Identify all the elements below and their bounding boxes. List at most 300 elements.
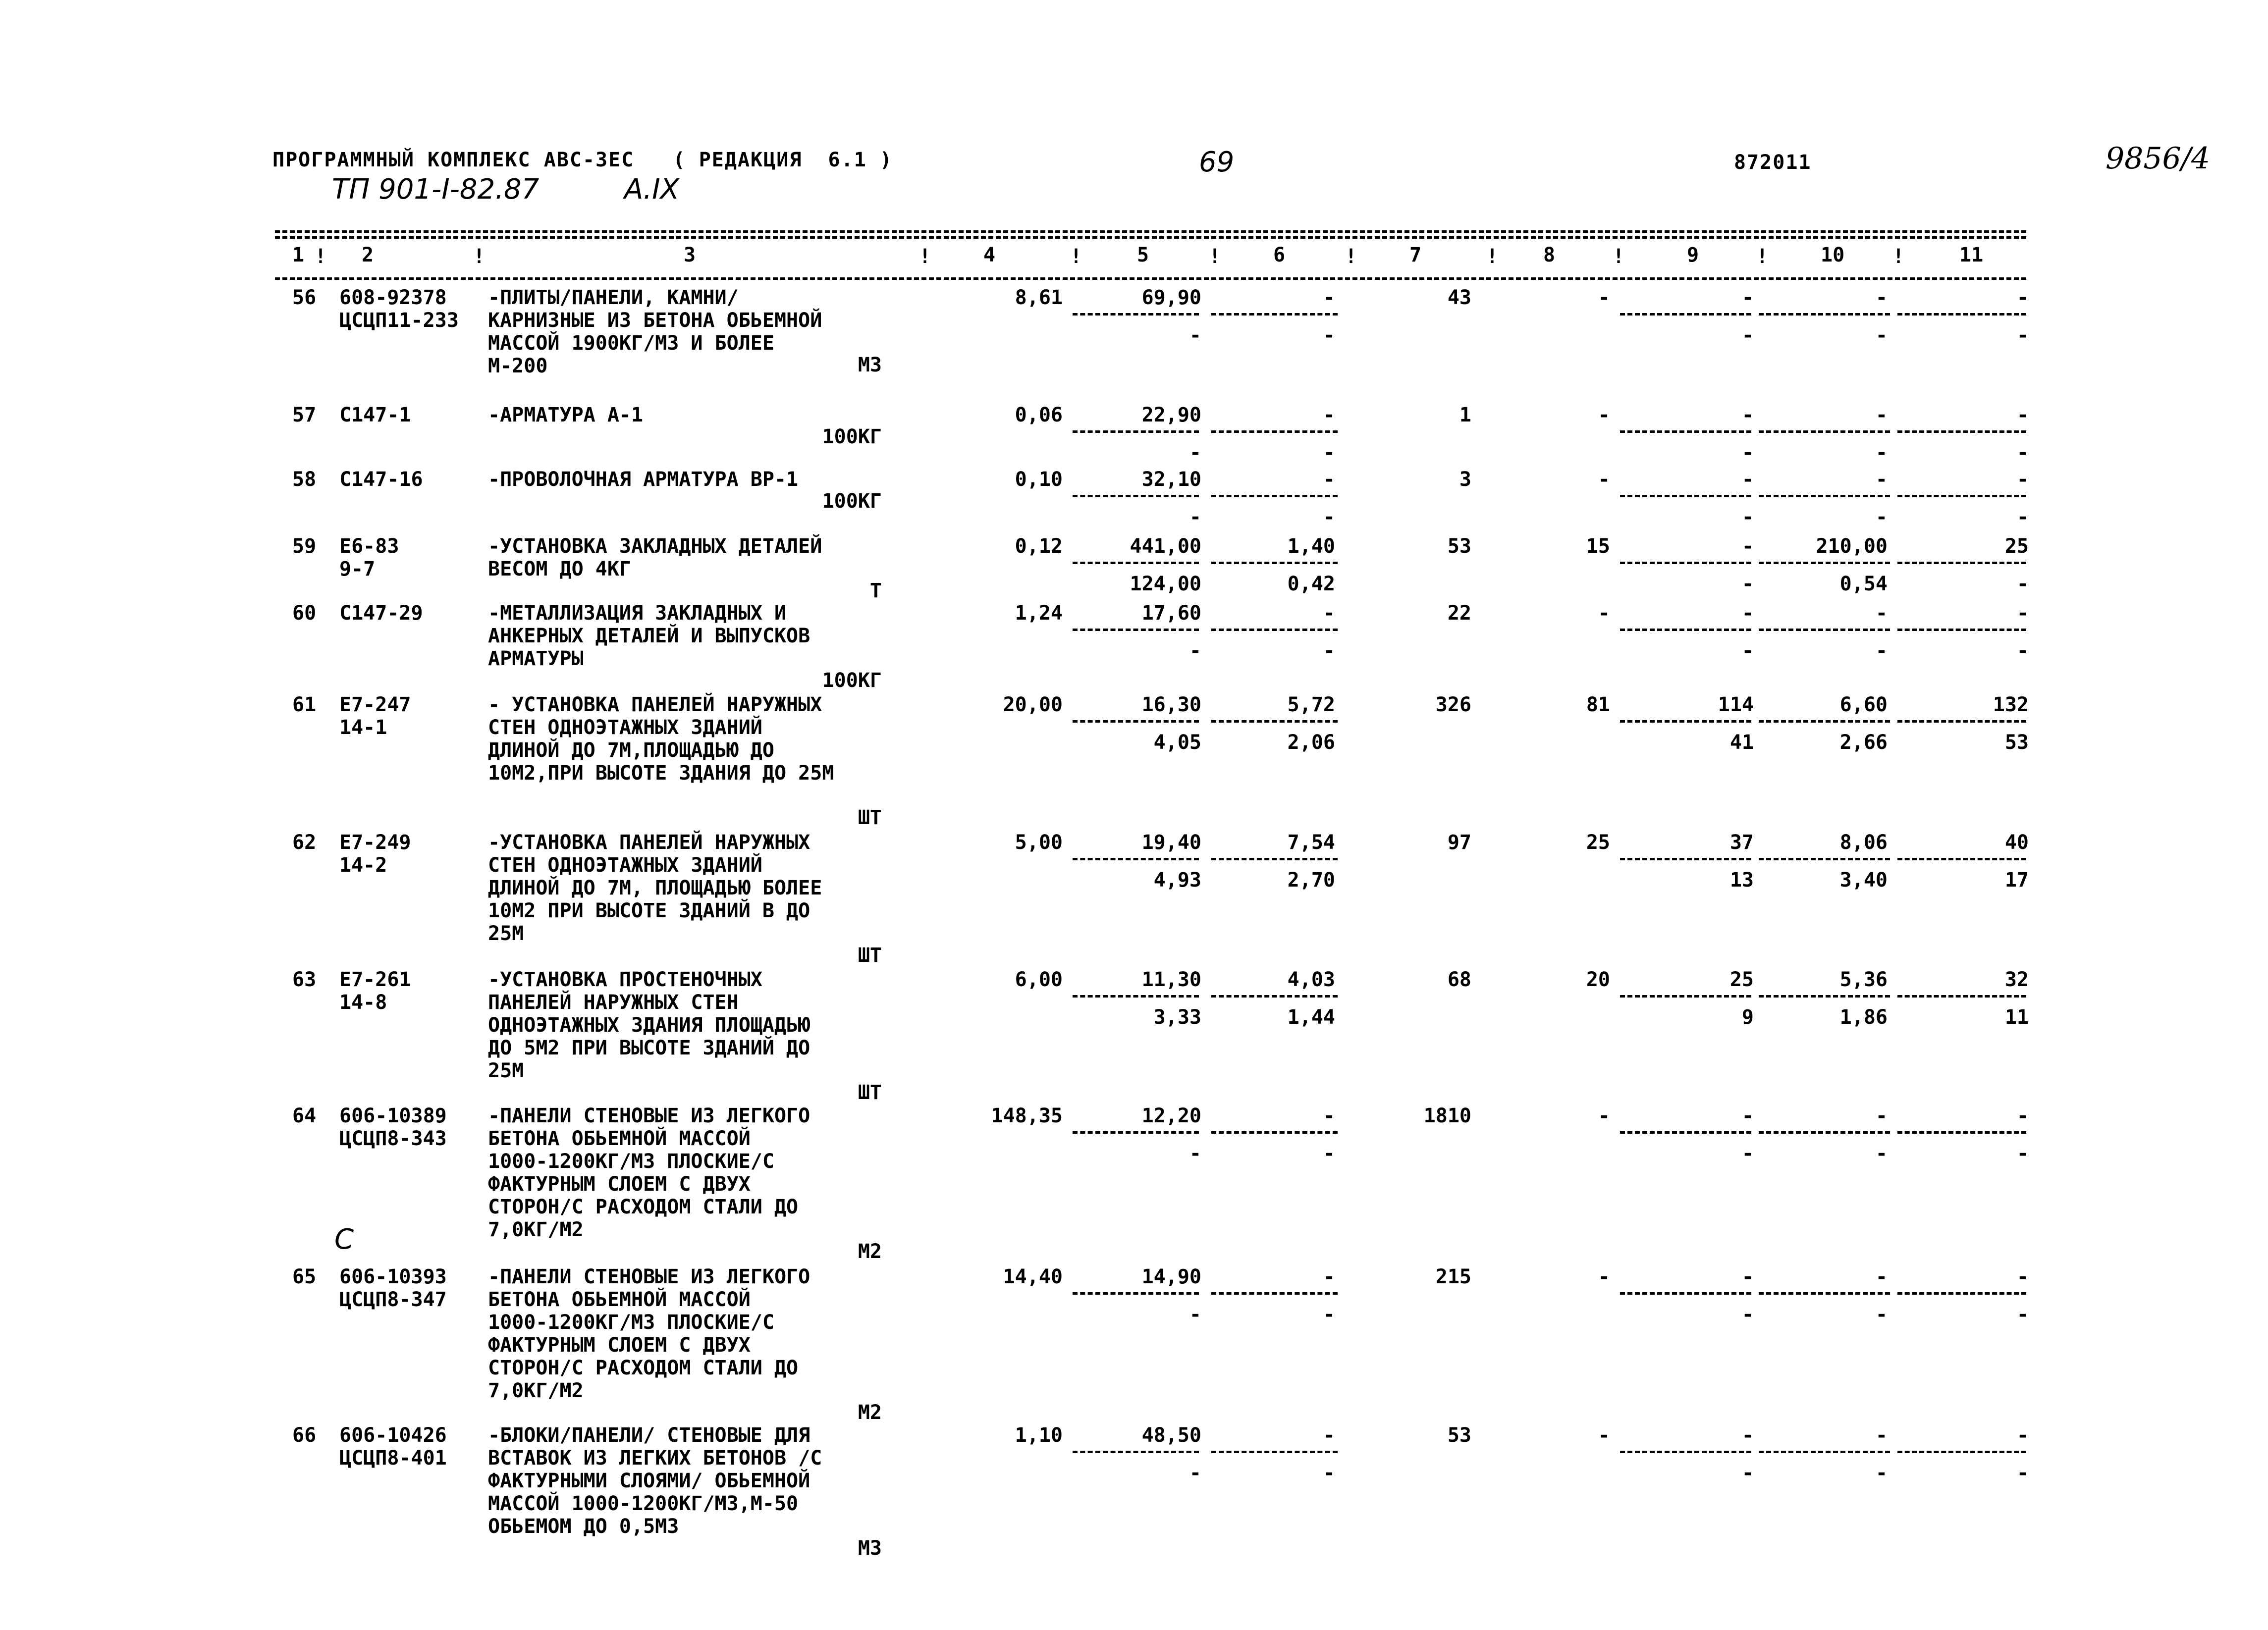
total-cost: 68 [1447, 968, 1471, 991]
row-number: 63 [292, 968, 317, 991]
labor-machine-unit: - [1875, 639, 1888, 662]
machine-wage-total: - [1741, 441, 1754, 464]
value-underline [1759, 995, 1890, 998]
labor-machine-total: - [2016, 1303, 2029, 1326]
labor-machine-total: - [2016, 1462, 2029, 1484]
value-underline [1759, 1451, 1890, 1453]
wage-cost: 25 [1586, 831, 1610, 854]
norm-code: ЦСЦП8-347 [339, 1288, 447, 1311]
work-description: 10М2 ПРИ ВЫСОТЕ ЗДАНИЙ В ДО [488, 899, 810, 922]
unit-wage: - [1189, 1303, 1201, 1326]
machine-wage-total: 13 [1729, 869, 1754, 892]
machine-cost: - [1323, 286, 1335, 309]
quantity: 0,06 [1015, 404, 1063, 426]
labor-total: 32 [2004, 968, 2029, 991]
value-underline [1211, 562, 1338, 564]
quantity: 1,10 [1015, 1424, 1063, 1447]
machine-wage: - [1323, 1462, 1335, 1484]
machine-wage-total: - [1741, 639, 1754, 662]
total-cost: 53 [1447, 535, 1471, 558]
machine-cost: - [1323, 1265, 1335, 1288]
unit-cost: 16,30 [1141, 693, 1201, 716]
quantity: 0,10 [1015, 468, 1063, 491]
labor-per-unit: 6,60 [1839, 693, 1888, 716]
labor-machine-unit: 0,54 [1839, 573, 1888, 595]
work-description: ДЛИНОЙ ДО 7М, ПЛОЩАДЬЮ БОЛЕЕ [488, 877, 822, 899]
labor-machine-total: - [2016, 1142, 2029, 1165]
work-description: -АРМАТУРА А-1 [488, 404, 644, 426]
quantity: 0,12 [1015, 535, 1063, 558]
unit-wage: - [1189, 506, 1201, 528]
unit-cost: 48,50 [1141, 1424, 1201, 1447]
labor-per-unit: - [1875, 468, 1888, 491]
labor-machine-unit: 3,40 [1839, 869, 1888, 892]
unit-cost: 11,30 [1141, 968, 1201, 991]
work-description: АНКЕРНЫХ ДЕТАЛЕЙ И ВЫПУСКОВ [488, 625, 810, 647]
column-number-9: 9 [1687, 244, 1699, 266]
unit-cost: 14,90 [1141, 1265, 1201, 1288]
machine-wage-total: 9 [1741, 1006, 1754, 1029]
labor-total: - [2016, 1104, 2029, 1127]
norm-code: 608-92378 [339, 286, 447, 309]
column-number-5: 5 [1137, 244, 1149, 266]
work-description: КАРНИЗНЫЕ ИЗ БЕТОНА ОБЬЕМНОЙ [488, 309, 822, 332]
value-underline [1211, 495, 1338, 497]
labor-machine-unit: - [1875, 1462, 1888, 1484]
table-top-rule-2 [275, 236, 2026, 239]
total-cost: 97 [1447, 831, 1471, 854]
unit-of-measure: Т [869, 579, 882, 602]
unit-of-measure: М3 [858, 1537, 882, 1560]
unit-wage: 4,93 [1153, 869, 1201, 892]
unit-cost: 22,90 [1141, 404, 1201, 426]
machine-total: - [1741, 286, 1754, 309]
value-underline [1897, 562, 2026, 564]
unit-wage: - [1189, 1462, 1201, 1484]
total-cost: 1810 [1423, 1104, 1471, 1127]
labor-total: - [2016, 404, 2029, 426]
value-underline [1620, 629, 1751, 631]
row-number: 56 [292, 286, 317, 309]
unit-of-measure: М2 [858, 1240, 882, 1263]
work-description: 25М [488, 1059, 524, 1082]
work-description: -ПАНЕЛИ СТЕНОВЫЕ ИЗ ЛЕГКОГО [488, 1265, 810, 1288]
row-number: 61 [292, 693, 317, 716]
value-underline [1211, 720, 1338, 723]
total-cost: 53 [1447, 1424, 1471, 1447]
work-description: ФАКТУРНЫМИ СЛОЯМИ/ ОБЬЕМНОЙ [488, 1470, 810, 1492]
machine-wage-total: - [1741, 1142, 1754, 1165]
value-underline [1897, 313, 2026, 315]
value-underline [1211, 629, 1338, 631]
labor-machine-unit: - [1875, 441, 1888, 464]
labor-machine-unit: - [1875, 1303, 1888, 1326]
labor-per-unit: 5,36 [1839, 968, 1888, 991]
work-description: 1000-1200КГ/М3 ПЛОСКИЕ/С [488, 1311, 774, 1334]
value-underline [1897, 720, 2026, 723]
labor-machine-unit: - [1875, 324, 1888, 347]
value-underline [1073, 495, 1199, 497]
work-description: АРМАТУРЫ [488, 647, 584, 670]
project-number: ТП 901-I-82.87 [332, 173, 540, 206]
value-underline [1073, 1292, 1199, 1295]
labor-machine-unit: - [1875, 506, 1888, 528]
norm-code: С147-1 [339, 404, 411, 426]
value-underline [1759, 495, 1890, 497]
machine-total: 25 [1729, 968, 1754, 991]
value-underline [1211, 1292, 1338, 1295]
labor-machine-total: - [2016, 506, 2029, 528]
value-underline [1620, 1451, 1751, 1453]
norm-code: 14-2 [339, 854, 387, 877]
row-number: 57 [292, 404, 317, 426]
column-separator: ! [1345, 245, 1357, 268]
row-number: 65 [292, 1265, 317, 1288]
column-separator: ! [315, 245, 327, 268]
value-underline [1897, 1292, 2026, 1295]
work-description: М-200 [488, 355, 548, 377]
machine-cost: 1,40 [1287, 535, 1335, 558]
value-underline [1759, 720, 1890, 723]
work-description: ВЕСОМ ДО 4КГ [488, 558, 631, 580]
column-separator: ! [1756, 245, 1769, 268]
value-underline [1620, 562, 1751, 564]
value-underline [1759, 858, 1890, 860]
machine-cost: - [1323, 1104, 1335, 1127]
value-underline [1759, 562, 1890, 564]
column-number-3: 3 [684, 244, 696, 266]
labor-machine-total: 17 [2004, 869, 2029, 892]
wage-cost: - [1598, 1104, 1610, 1127]
labor-machine-unit: - [1875, 1142, 1888, 1165]
value-underline [1073, 629, 1199, 631]
machine-total: - [1741, 602, 1754, 625]
work-description: -УСТАНОВКА ПРОСТЕНОЧНЫХ [488, 968, 762, 991]
norm-code: 14-8 [339, 991, 387, 1014]
column-number-4: 4 [983, 244, 996, 266]
value-underline [1620, 995, 1751, 998]
machine-total: - [1741, 1265, 1754, 1288]
value-underline [1073, 562, 1199, 564]
machine-cost: 7,54 [1287, 831, 1335, 854]
labor-machine-unit: 1,86 [1839, 1006, 1888, 1029]
work-description: МАССОЙ 1900КГ/М3 И БОЛЕЕ [488, 332, 774, 355]
norm-code: С147-16 [339, 468, 423, 491]
value-underline [1897, 995, 2026, 998]
norm-code: 9-7 [339, 558, 376, 580]
value-underline [1620, 313, 1751, 315]
value-underline [1620, 1131, 1751, 1134]
work-description: -УСТАНОВКА ПАНЕЛЕЙ НАРУЖНЫХ [488, 831, 810, 854]
wage-cost: - [1598, 468, 1610, 491]
work-description: ДО 5М2 ПРИ ВЫСОТЕ ЗДАНИЙ ДО [488, 1037, 810, 1059]
column-number-8: 8 [1543, 244, 1556, 266]
work-description: 7,0КГ/М2 [488, 1379, 584, 1402]
album-number: А.IX [624, 173, 679, 206]
work-description: 1000-1200КГ/М3 ПЛОСКИЕ/С [488, 1150, 774, 1173]
machine-wage: 0,42 [1287, 573, 1335, 595]
wage-cost: - [1598, 1424, 1610, 1447]
machine-wage: - [1323, 1142, 1335, 1165]
value-underline [1073, 313, 1199, 315]
work-description: СТЕН ОДНОЭТАЖНЫХ ЗДАНИЙ [488, 716, 762, 739]
work-description: ПАНЕЛЕЙ НАРУЖНЫХ СТЕН [488, 991, 739, 1014]
row-number: 58 [292, 468, 317, 491]
machine-total: 37 [1729, 831, 1754, 854]
machine-wage: - [1323, 506, 1335, 528]
labor-total: - [2016, 1424, 2029, 1447]
work-description: БЕТОНА ОБЬЕМНОЙ МАССОЙ [488, 1288, 751, 1311]
row-number: 60 [292, 602, 317, 625]
unit-cost: 19,40 [1141, 831, 1201, 854]
machine-total: - [1741, 404, 1754, 426]
wage-cost: - [1598, 602, 1610, 625]
norm-code: 14-1 [339, 716, 387, 739]
value-underline [1897, 1451, 2026, 1453]
value-underline [1620, 430, 1751, 433]
machine-total: 114 [1718, 693, 1754, 716]
value-underline [1211, 313, 1338, 315]
value-underline [1620, 720, 1751, 723]
norm-code: ЦСЦП8-343 [339, 1127, 447, 1150]
total-cost: 43 [1447, 286, 1471, 309]
unit-wage: - [1189, 324, 1201, 347]
labor-total: - [2016, 286, 2029, 309]
norm-code: Е7-247 [339, 693, 411, 716]
total-cost: 326 [1435, 693, 1471, 716]
quantity: 5,00 [1015, 831, 1063, 854]
labor-per-unit: 8,06 [1839, 831, 1888, 854]
total-cost: 22 [1447, 602, 1471, 625]
machine-cost: - [1323, 468, 1335, 491]
work-description: -ПЛИТЫ/ПАНЕЛИ, КАМНИ/ [488, 286, 739, 309]
value-underline [1759, 629, 1890, 631]
unit-of-measure: 100КГ [822, 490, 882, 513]
value-underline [1211, 430, 1338, 433]
quantity: 6,00 [1015, 968, 1063, 991]
work-description: СТОРОН/С РАСХОДОМ СТАЛИ ДО [488, 1357, 799, 1379]
program-header: ПРОГРАММНЫЙ КОМПЛЕКС АВС-3ЕС ( РЕДАКЦИЯ 6.1 ) [272, 149, 893, 171]
machine-cost: - [1323, 602, 1335, 625]
total-cost: 3 [1459, 468, 1471, 491]
labor-total: - [2016, 602, 2029, 625]
value-underline [1211, 995, 1338, 998]
machine-wage: 1,44 [1287, 1006, 1335, 1029]
labor-machine-total: 53 [2004, 731, 2029, 754]
column-number-6: 6 [1273, 244, 1286, 266]
page-number: 69 [1199, 146, 1235, 178]
document-code: 872011 [1734, 151, 1812, 174]
work-description: -МЕТАЛЛИЗАЦИЯ ЗАКЛАДНЫХ И [488, 602, 787, 625]
unit-wage: 3,33 [1153, 1006, 1201, 1029]
value-underline [1073, 995, 1199, 998]
wage-cost: - [1598, 404, 1610, 426]
unit-of-measure: М2 [858, 1401, 882, 1424]
work-description: ВСТАВОК ИЗ ЛЕГКИХ БЕТОНОВ /С [488, 1447, 822, 1470]
value-underline [1620, 858, 1751, 860]
value-underline [1211, 858, 1338, 860]
value-underline [1073, 1451, 1199, 1453]
value-underline [1073, 1131, 1199, 1134]
norm-code: 606-10389 [339, 1104, 447, 1127]
value-underline [1073, 430, 1199, 433]
norm-code: С147-29 [339, 602, 423, 625]
column-separator: ! [1486, 245, 1499, 268]
value-underline [1073, 720, 1199, 723]
norm-code: Е7-261 [339, 968, 411, 991]
unit-of-measure: М3 [858, 354, 882, 376]
quantity: 1,24 [1015, 602, 1063, 625]
work-description: МАССОЙ 1000-1200КГ/М3,М-50 [488, 1492, 799, 1515]
machine-wage-total: - [1741, 1462, 1754, 1484]
row-number: 59 [292, 535, 317, 558]
column-separator: ! [1209, 245, 1221, 268]
norm-code: ЦСЦП11-233 [339, 309, 459, 332]
unit-of-measure: ШТ [858, 806, 882, 829]
norm-code: ЦСЦП8-401 [339, 1447, 447, 1470]
value-underline [1759, 430, 1890, 433]
value-underline [1620, 495, 1751, 497]
labor-total: 132 [1993, 693, 2029, 716]
machine-wage: - [1323, 441, 1335, 464]
wage-cost: - [1598, 286, 1610, 309]
total-cost: 1 [1459, 404, 1471, 426]
value-underline [1759, 1131, 1890, 1134]
work-description: ОДНОЭТАЖНЫХ ЗДАНИЯ ПЛОЩАДЬЮ [488, 1014, 810, 1037]
norm-code: Е7-249 [339, 831, 411, 854]
value-underline [1759, 313, 1890, 315]
machine-wage: - [1323, 1303, 1335, 1326]
labor-total: - [2016, 1265, 2029, 1288]
unit-of-measure: 100КГ [822, 669, 882, 692]
labor-per-unit: - [1875, 1265, 1888, 1288]
column-number-2: 2 [362, 244, 374, 266]
norm-code: 606-10426 [339, 1424, 447, 1447]
wage-cost: 15 [1586, 535, 1610, 558]
total-cost: 215 [1435, 1265, 1471, 1288]
margin-note: С [334, 1223, 354, 1256]
value-underline [1211, 1131, 1338, 1134]
machine-wage-total: 41 [1729, 731, 1754, 754]
labor-per-unit: - [1875, 1104, 1888, 1127]
labor-total: - [2016, 468, 2029, 491]
quantity: 20,00 [1003, 693, 1063, 716]
machine-total: - [1741, 535, 1754, 558]
labor-total: 40 [2004, 831, 2029, 854]
column-number-11: 11 [1959, 244, 1984, 266]
work-description: ДЛИНОЙ ДО 7М,ПЛОЩАДЬЮ ДО [488, 739, 774, 762]
work-description: 25М [488, 922, 524, 945]
machine-wage: - [1323, 639, 1335, 662]
machine-wage: 2,70 [1287, 869, 1335, 892]
labor-machine-total: - [2016, 639, 2029, 662]
norm-code: 606-10393 [339, 1265, 447, 1288]
value-underline [1073, 858, 1199, 860]
unit-wage: 124,00 [1130, 573, 1201, 595]
work-description: СТОРОН/С РАСХОДОМ СТАЛИ ДО [488, 1196, 799, 1218]
machine-wage: - [1323, 324, 1335, 347]
column-number-7: 7 [1409, 244, 1422, 266]
unit-cost: 32,10 [1141, 468, 1201, 491]
unit-wage: 4,05 [1153, 731, 1201, 754]
column-number-1: 1 [292, 244, 305, 266]
unit-wage: - [1189, 639, 1201, 662]
machine-cost: - [1323, 404, 1335, 426]
wage-cost: 81 [1586, 693, 1610, 716]
column-separator: ! [1613, 245, 1625, 268]
labor-per-unit: - [1875, 286, 1888, 309]
labor-machine-total: 11 [2004, 1006, 2029, 1029]
machine-total: - [1741, 468, 1754, 491]
work-description: -ПАНЕЛИ СТЕНОВЫЕ ИЗ ЛЕГКОГО [488, 1104, 810, 1127]
machine-wage-total: - [1741, 573, 1754, 595]
header-bottom-rule [275, 277, 2026, 280]
work-description: - УСТАНОВКА ПАНЕЛЕЙ НАРУЖНЫХ [488, 693, 822, 716]
value-underline [1897, 430, 2026, 433]
machine-wage-total: - [1741, 1303, 1754, 1326]
unit-wage: - [1189, 1142, 1201, 1165]
work-description: БЕТОНА ОБЬЕМНОЙ МАССОЙ [488, 1127, 751, 1150]
labor-per-unit: 210,00 [1816, 535, 1888, 558]
row-number: 66 [292, 1424, 317, 1447]
labor-machine-total: - [2016, 573, 2029, 595]
quantity: 148,35 [991, 1104, 1063, 1127]
quantity: 14,40 [1003, 1265, 1063, 1288]
sheet-mark: 9856/4 [2106, 141, 2211, 176]
unit-wage: - [1189, 441, 1201, 464]
value-underline [1897, 1131, 2026, 1134]
labor-machine-total: - [2016, 441, 2029, 464]
row-number: 64 [292, 1104, 317, 1127]
work-description: 10М2,ПРИ ВЫСОТЕ ЗДАНИЯ ДО 25М [488, 762, 834, 785]
table-top-rule [275, 230, 2026, 233]
machine-cost: - [1323, 1424, 1335, 1447]
value-underline [1211, 1451, 1338, 1453]
machine-cost: 4,03 [1287, 968, 1335, 991]
unit-of-measure: ШТ [858, 944, 882, 967]
labor-per-unit: - [1875, 602, 1888, 625]
value-underline [1897, 495, 2026, 497]
norm-code: Е6-83 [339, 535, 399, 558]
machine-wage-total: - [1741, 506, 1754, 528]
column-separator: ! [473, 245, 486, 268]
machine-wage: 2,06 [1287, 731, 1335, 754]
labor-total: 25 [2004, 535, 2029, 558]
unit-of-measure: ШТ [858, 1081, 882, 1104]
value-underline [1897, 858, 2026, 860]
unit-cost: 17,60 [1141, 602, 1201, 625]
machine-total: - [1741, 1424, 1754, 1447]
work-description: ФАКТУРНЫМ СЛОЕМ С ДВУХ [488, 1334, 751, 1357]
work-description: ФАКТУРНЫМ СЛОЕМ С ДВУХ [488, 1173, 751, 1196]
value-underline [1897, 629, 2026, 631]
labor-per-unit: - [1875, 1424, 1888, 1447]
column-separator: ! [1070, 245, 1082, 268]
quantity: 8,61 [1015, 286, 1063, 309]
row-number: 62 [292, 831, 317, 854]
work-description: -БЛОКИ/ПАНЕЛИ/ СТЕНОВЫЕ ДЛЯ [488, 1424, 810, 1447]
work-description: СТЕН ОДНОЭТАЖНЫХ ЗДАНИЙ [488, 854, 762, 877]
unit-of-measure: 100КГ [822, 425, 882, 448]
column-separator: ! [1892, 245, 1905, 268]
work-description: 7,0КГ/М2 [488, 1218, 584, 1241]
machine-cost: 5,72 [1287, 693, 1335, 716]
column-separator: ! [919, 245, 931, 268]
labor-machine-unit: 2,66 [1839, 731, 1888, 754]
machine-wage-total: - [1741, 324, 1754, 347]
labor-machine-total: - [2016, 324, 2029, 347]
value-underline [1620, 1292, 1751, 1295]
